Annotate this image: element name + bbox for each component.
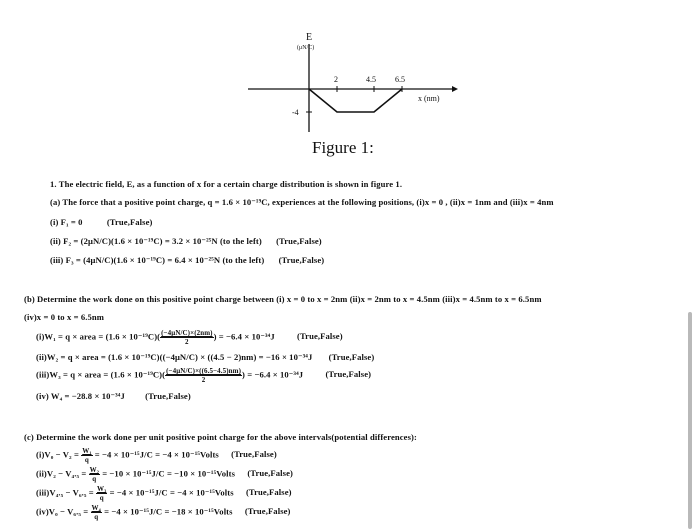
x-tick-label: 2 — [334, 75, 338, 84]
part-b-item — [36, 352, 374, 363]
part-c-item — [36, 447, 277, 464]
part-b-item — [36, 329, 343, 346]
figure-1 — [240, 28, 460, 138]
scrollbar[interactable] — [688, 312, 692, 529]
a-i-true-false[interactable]: (True,False) — [106, 217, 153, 227]
b-ii-text: (ii)W₂ = q × area = (1.6 × 10⁻¹⁹C)((−4μN/C) × ((4.5 − 2)nm) = −16 × 10⁻³⁴J — [36, 352, 313, 362]
field-curve — [309, 89, 402, 112]
c-i-fraction: $\frac{\text{W₁}}{q}$ — [82, 447, 92, 464]
a-ii-true-false[interactable]: (True,False) — [276, 236, 322, 246]
part-a-prompt: (a) The force that a positive point charge, q = 1.6 × 10⁻¹⁹C, experiences at the following positions, (i)x = 0 , (ii)x = 1nm and (iii)x = 4nm — [50, 197, 554, 207]
c-ii-fraction: $\frac{\text{W₂}}{q}$ — [89, 466, 99, 483]
b-i-fraction: $\frac{(-4\mu N/C)\times(2nm)}{2}$ — [161, 329, 213, 346]
x-axis-label: x (nm) — [418, 94, 440, 103]
c-iii-suffix: = −4 × 10⁻¹⁵J/C = −4 × 10⁻¹⁵Volts — [109, 487, 234, 498]
b-i-suffix: ) = −6.4 × 10⁻³⁴J — [213, 331, 275, 342]
c-iii-prefix: (iii)V₄.₅ − V₆.₅ = — [36, 487, 94, 498]
b-iv-text: (iv) W₄ = −28.8 × 10⁻³⁴J — [36, 391, 125, 401]
part-c-prompt: (c) Determine the work done per unit positive point charge for the above intervals(potential differences): — [24, 432, 417, 442]
x-axis-arrow — [452, 86, 458, 92]
c-i-suffix: = −4 × 10⁻¹⁵J/C = −4 × 10⁻¹⁵Volts — [94, 449, 219, 460]
b-i-true-false[interactable]: (True,False) — [297, 331, 343, 342]
part-a-item — [50, 236, 322, 247]
c-ii-true-false[interactable]: (True,False) — [247, 468, 293, 479]
question-intro: 1. The electric field, E, as a function of x for a certain charge distribution is shown in figure 1. — [50, 179, 403, 189]
b-i-prefix: (i)W₁ = q × area = (1.6 × 10⁻¹⁹C)( — [36, 331, 161, 342]
part-b-prompt-cont: (iv)x = 0 to x = 6.5nm — [24, 312, 105, 322]
part-c-item — [36, 504, 291, 521]
part-a-item — [50, 217, 153, 227]
b-iii-suffix: ) = −6.4 × 10⁻³⁴J — [242, 369, 304, 380]
c-iv-suffix: = −4 × 10⁻¹⁵J/C = −18 × 10⁻¹⁵Volts — [104, 506, 233, 517]
a-iii-text: (iii) F₃ = (4μN/C)(1.6 × 10⁻¹⁹C) = 6.4 × 10⁻²⁵N (to the left) — [50, 255, 265, 265]
x-tick-label: 4.5 — [366, 75, 376, 84]
part-c-item — [36, 485, 292, 502]
a-iii-true-false[interactable]: (True,False) — [278, 255, 325, 265]
a-i-text: (i) F₁ = 0 — [50, 217, 83, 227]
y-axis-label: E — [306, 32, 313, 43]
part-a-item — [50, 255, 324, 266]
c-ii-prefix: (ii)V₂ − V₄.₅ = — [36, 468, 87, 479]
b-iii-fraction: $\frac{(-4\mu N/C)\times((6.5-4.5)nm)}{2}$ — [166, 367, 242, 384]
c-iii-fraction: $\frac{\text{W₃}}{q}$ — [97, 485, 107, 502]
b-iii-true-false[interactable]: (True,False) — [325, 369, 372, 380]
a-ii-text: (ii) F₂ = (2μN/C)(1.6 × 10⁻¹⁹C) = 3.2 × 10⁻²⁵N (to the left) — [50, 236, 262, 246]
c-ii-suffix: = −10 × 10⁻¹⁵J/C = −10 × 10⁻¹⁵Volts — [102, 468, 236, 479]
c-iii-true-false[interactable]: (True,False) — [245, 487, 292, 498]
c-iv-true-false[interactable]: (True,False) — [244, 506, 291, 517]
c-iv-prefix: (iv)V₀ − V₆.₅ = — [36, 506, 89, 517]
x-tick-label: 6.5 — [395, 75, 405, 84]
part-b-item — [36, 391, 191, 402]
c-i-prefix: (i)V₀ − V₂ = — [36, 449, 79, 460]
y-tick-label: -4 — [292, 108, 299, 117]
b-ii-true-false[interactable]: (True,False) — [328, 352, 375, 362]
field-graph — [240, 28, 460, 138]
b-iv-true-false[interactable]: (True,False) — [145, 391, 191, 401]
part-c-item — [36, 466, 293, 483]
figure-caption: Figure 1: — [312, 138, 374, 157]
y-axis-unit: (μN/C) — [297, 45, 315, 51]
b-iii-prefix: (iii)W₃ = q × area = (1.6 × 10⁻¹⁹C)( — [36, 369, 166, 380]
part-b-prompt: (b) Determine the work done on this positive point charge between (i) x = 0 to x = 2nm (ii)x = 2nm to x = 4.5nm (iii)x = 4.5nm to x = 6.5nm — [24, 294, 542, 304]
c-iv-fraction: $\frac{\text{W₄}}{q}$ — [91, 504, 101, 521]
c-i-true-false[interactable]: (True,False) — [231, 449, 277, 460]
part-b-item — [36, 367, 371, 384]
